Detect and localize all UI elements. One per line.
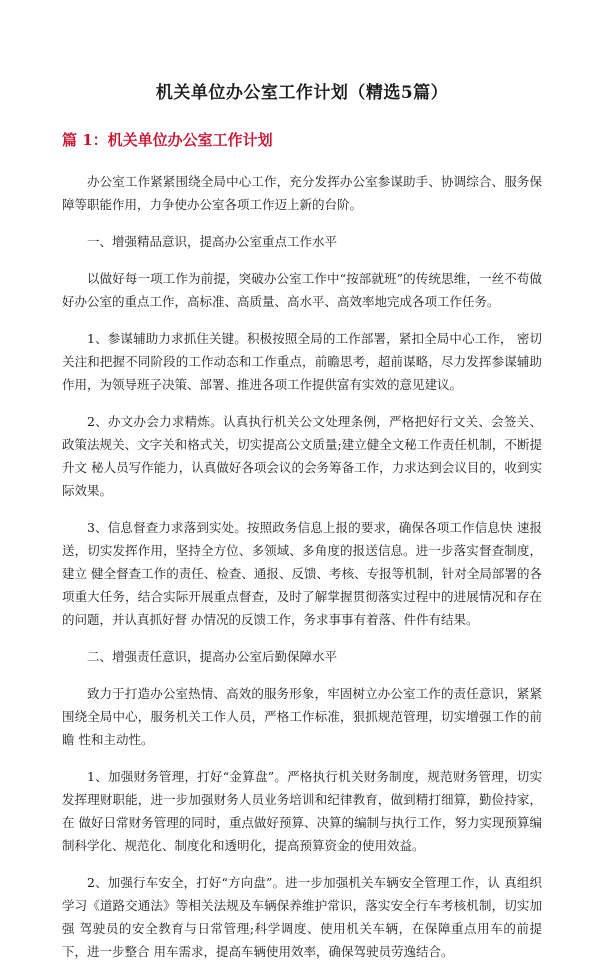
subheading-2: 二、增强责任意识，提高办公室后勤保障水平 xyxy=(87,649,338,664)
paragraph: 1、参谋辅助力求抓住关键。积极按照全局的工作部署，紧扣全局中心工作， 密切关注和把握不同阶段的工作动态和工作重点，前瞻思考，超前谋略，尽力发挥参谋辅助作用，为领导班子决策、部署、推进各项工作提供富有实效的意见建议。 xyxy=(62,331,542,392)
paragraph: 以做好每一项工作为前提，突破办公室工作中“按部就班”的传统思维，一丝不苟做好办公室的重点工作，高标准、高质量、高水平、高效率地完成各项工作任务。 xyxy=(62,271,542,309)
paragraph: 致力于打造办公室热情、高效的服务形象，牢固树立办公室工作的责任意识，紧紧围绕全局中心，服务机关工作人员，严格工作标准，狠抓规范管理，切实增强工作的前瞻 性和主动性。 xyxy=(62,686,542,747)
paragraph: 2、办文办会力求精炼。认真执行机关公文处理条例，严格把好行文关、会签关、政策法规关、文字关和格式关，切实提高公文质量;建立健全文秘工作责任机制，不断提升文 秘人员写作能力，认真做好各项会议的会务筹备工作，力求达到会议目的，收到实际效果。 xyxy=(62,414,542,498)
subheading-1: 一、增强精品意识，提高办公室重点工作水平 xyxy=(87,234,338,249)
paragraph: 1、加强财务管理，打好“金算盘”。严格执行机关财务制度，规范财务管理，切实发挥理财职能，进一步加强财务人员业务培训和纪律教育，做到精打细算，勤俭持家，在 做好日常财务管理的同时，重点做好预算、决算的编制与执行工作，努力实现预算编制科学化、规范化、制度化和透明化，提高预算资金的使用效益。 xyxy=(62,769,542,853)
paragraph-intro: 办公室工作紧紧围绕全局中心工作，充分发挥办公室参谋助手、协调综合、服务保障等职能作用，力争使办公室各项工作迈上新的台阶。 xyxy=(62,174,542,212)
paragraph: 2、加强行车安全，打好“方向盘”。进一步加强机关车辆安全管理工作，认 真组织学习《道路交通法》等相关法规及车辆保养维护常识，落实安全行车考核机制，切实加强 驾驶员的安全教育与日常管理;科学调度、使用机关车辆，在保障重点用车的前提下，进一步整合 用车需求，提高车辆使用效率，确保驾驶员劳逸结合。 xyxy=(62,875,542,959)
paragraph: 3、信息督查力求落到实处。按照政务信息上报的要求，确保各项工作信息快 速报送，切实发挥作用，坚持全方位、多领域、多角度的报送信息。进一步落实督查制度，建立 健全督查工作的责任、检查、通报、反馈、考核、专报等机制，针对全局部署的各项重大任务，结合实际开展重点督查，及时了解掌握贯彻落实过程中的进展情况和存在的问题，并认真抓好督 办情况的反馈工作，务求事事有着落、件件有结果。 xyxy=(62,520,542,627)
document-title: 机关单位办公室工作计划（精选5篇） xyxy=(155,83,449,103)
section-heading: 篇 1：机关单位办公室工作计划 xyxy=(62,131,273,149)
